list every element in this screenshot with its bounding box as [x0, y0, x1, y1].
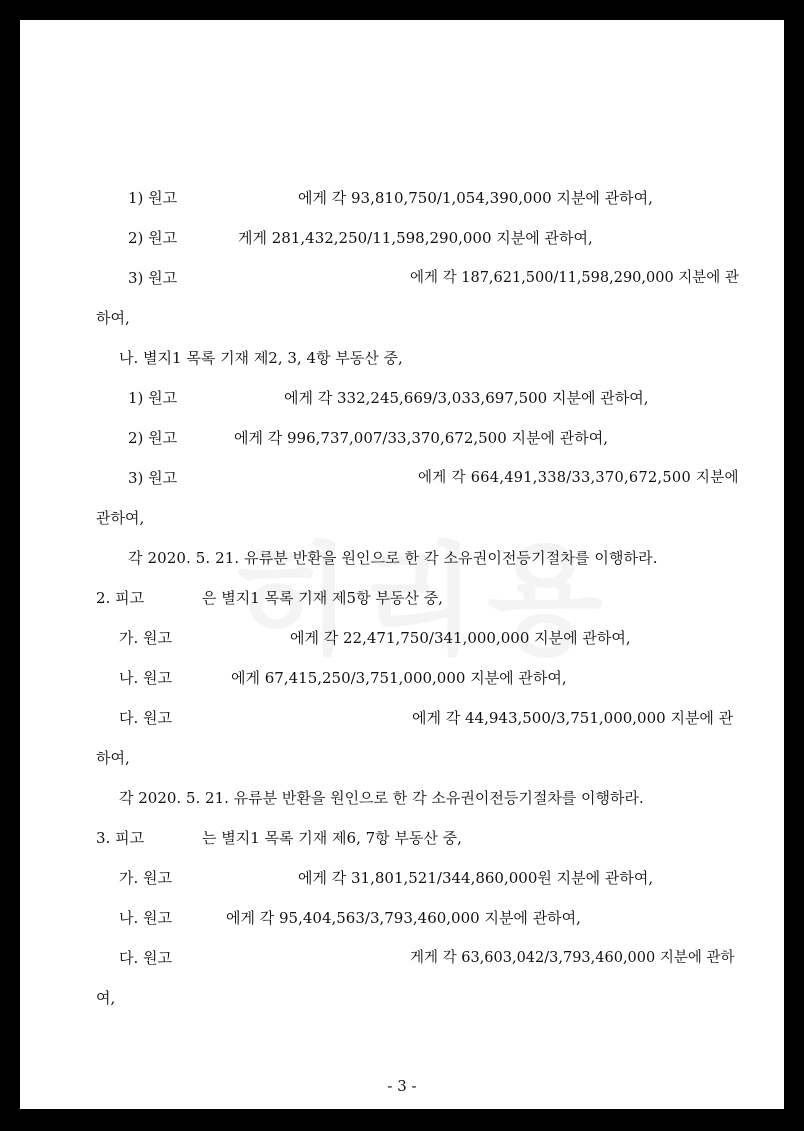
line-label: 3) 원고	[128, 269, 178, 287]
line-text: 관하여,	[96, 509, 145, 527]
line-text: 나. 별지1 목록 기재 제2, 3, 4항 부동산 중,	[119, 349, 403, 367]
line-text: 에게 각 22,471,750/341,000,000 지분에 관하여,	[290, 629, 631, 647]
line-text: 게게 각 63,603,042/3,793,460,000 지분에 관하	[410, 950, 735, 966]
line-text: 에게 각 31,801,521/344,860,000원 지분에 관하여,	[298, 869, 654, 887]
document-page	[20, 20, 784, 1109]
line-text: 에게 각 93,810,750/1,054,390,000 지분에 관하여,	[298, 189, 653, 207]
line-text: 은 별지1 목록 기재 제5항 부동산 중,	[202, 589, 443, 607]
line-text: 각 2020. 5. 21. 유류분 반환을 원인으로 한 각 소유권이전등기절차를 이행하라.	[128, 549, 658, 567]
line-text: 에게 각 664,491,338/33,370,672,500 지분에	[418, 470, 739, 486]
line-label: 2. 피고	[96, 589, 145, 607]
line-label: 다. 원고	[119, 949, 173, 967]
line-text: 에게 각 332,245,669/3,033,697,500 지분에 관하여,	[284, 389, 649, 407]
line-label: 1) 원고	[128, 389, 178, 407]
line-text: 하여,	[96, 309, 130, 327]
line-label: 3) 원고	[128, 469, 178, 487]
line-text: 여,	[96, 989, 116, 1007]
line-label: 2) 원고	[128, 229, 178, 247]
line-text: 에게 각 95,404,563/3,793,460,000 지분에 관하여,	[226, 909, 581, 927]
line-label: 1) 원고	[128, 189, 178, 207]
page-number: - 3 -	[387, 1077, 417, 1095]
line-label: 2) 원고	[128, 429, 178, 447]
line-label: 가. 원고	[119, 629, 173, 647]
line-text: 는 별지1 목록 기재 제6, 7항 부동산 중,	[202, 829, 462, 847]
line-label: 나. 원고	[119, 669, 173, 687]
line-text: 하여,	[96, 749, 130, 767]
line-label: 나. 원고	[119, 909, 173, 927]
line-text: 에게 67,415,250/3,751,000,000 지분에 관하여,	[231, 669, 567, 687]
line-label: 가. 원고	[119, 869, 173, 887]
line-label: 3. 피고	[96, 829, 145, 847]
line-text: 에게 각 44,943,500/3,751,000,000 지분에 관	[412, 709, 734, 727]
line-text: 각 2020. 5. 21. 유류분 반환을 원인으로 한 각 소유권이전등기절차를 이행하라.	[119, 789, 644, 807]
line-text: 에게 각 187,621,500/11,598,290,000 지분에 관	[410, 270, 739, 286]
line-label: 다. 원고	[119, 709, 173, 727]
line-text: 게게 281,432,250/11,598,290,000 지분에 관하여,	[238, 229, 593, 247]
line-text: 에게 각 996,737,007/33,370,672,500 지분에 관하여,	[234, 429, 609, 447]
